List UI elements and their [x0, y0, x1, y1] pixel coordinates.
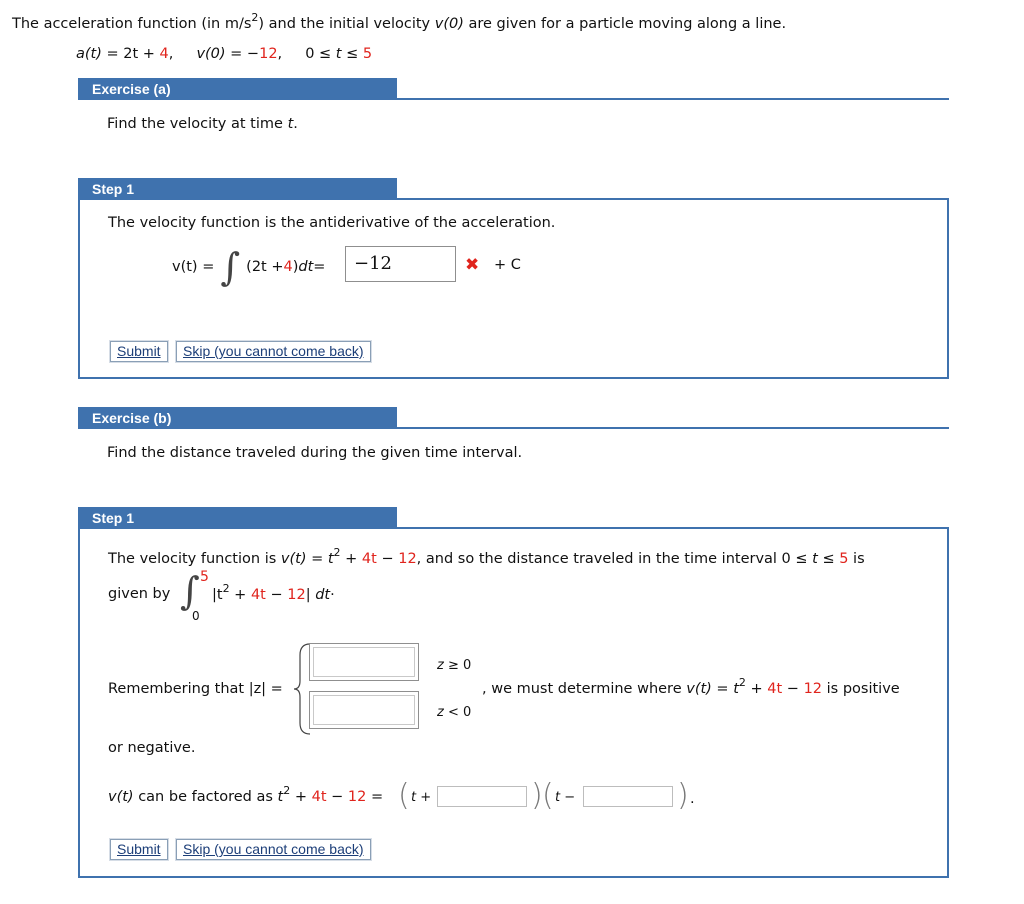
or-negative-text: or negative.: [108, 740, 196, 756]
antiderivative-answer-input[interactable]: −12: [345, 246, 456, 282]
step-b-box: [78, 527, 949, 878]
given-values: a(t) = 2t + 4, v(0) = −12, 0 ≤ t ≤ 5: [76, 46, 373, 62]
factor-minus-input[interactable]: [583, 786, 673, 807]
exercise-a-rule: [397, 98, 949, 100]
v0-symbol: v(0): [434, 16, 464, 32]
upper-limit: 5: [200, 569, 209, 585]
exercise-a-header: Exercise (a): [78, 78, 397, 100]
exercise-b-prompt: Find the distance traveled during the given time interval.: [107, 445, 523, 461]
condition-neg: z < 0: [437, 705, 472, 720]
must-determine-text: , we must determine where $v(t) = t^2 + 4t - 12$ is positive: [482, 676, 900, 697]
abs-positive-case-input[interactable]: [309, 643, 419, 681]
step-b-submit-button[interactable]: Submit: [110, 839, 168, 860]
right-paren-1: ): [531, 778, 543, 813]
factor-plus-input[interactable]: [437, 786, 527, 807]
lower-limit: 0: [192, 609, 200, 623]
factored-text: v(t) can be factored as $t^2 + 4t - 12$ =: [108, 784, 384, 805]
step-b-line1: The velocity function is $v(t) = t^2 + 4t - 12$, and so the distance traveled in the time interval 0 ≤ t ≤ 5 is: [108, 546, 865, 567]
t-minus-label: t −: [555, 790, 576, 805]
integrand: $|t^2 + 4t - 12|$ dt·: [212, 582, 335, 603]
condition-nonneg: z ≥ 0: [437, 658, 472, 673]
step-a-text: The velocity function is the antiderivative of the acceleration.: [108, 215, 556, 231]
exercise-b-rule: [397, 427, 949, 429]
left-paren-1: (: [398, 778, 410, 813]
incorrect-x-icon: ✖: [465, 255, 480, 275]
step-a-box: [78, 198, 949, 379]
abs-negative-case-input[interactable]: [309, 691, 419, 729]
step-a-skip-button[interactable]: Skip (you cannot come back): [176, 341, 371, 362]
exercise-a-prompt: Find the velocity at time t.: [107, 116, 298, 132]
plus-c: + C: [494, 257, 521, 273]
definite-integral-sign: ∫: [180, 569, 200, 613]
step-a-submit-button[interactable]: Submit: [110, 341, 168, 362]
exercise-b-header: Exercise (b): [78, 407, 397, 429]
integral-sign: ∫: [220, 245, 241, 289]
step-a-equation: v(t) = ∫ (2t + 4 ) dt =: [172, 245, 326, 289]
left-paren-2: (: [542, 778, 554, 813]
t-plus-label: t +: [411, 790, 432, 805]
problem-statement: The acceleration function (in $m/s^2$) and the initial velocity v(0) are given for a particle moving along a line.: [12, 11, 787, 32]
step-b-skip-button[interactable]: Skip (you cannot come back): [176, 839, 371, 860]
period: .: [690, 791, 695, 807]
remembering-label: Remembering that |z| =: [108, 681, 283, 697]
right-paren-2: ): [677, 778, 689, 813]
step-b-header: Step 1: [78, 507, 397, 529]
step-a-header: Step 1: [78, 178, 397, 200]
given-by-label: given by: [108, 586, 171, 602]
